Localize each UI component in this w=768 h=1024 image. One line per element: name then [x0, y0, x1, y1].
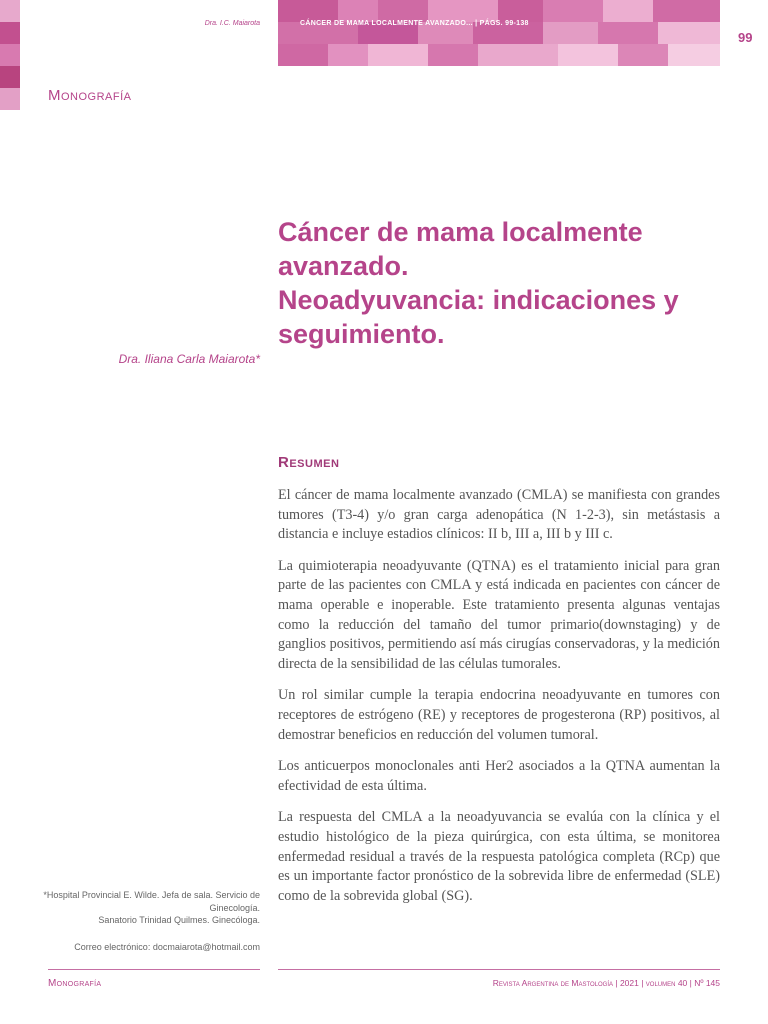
- abstract-paragraph: La quimioterapia neoadyuvante (QTNA) es el tratamiento inicial para gran parte de las pacientes con CMLA y está indicada en pacientes con cáncer de mama operable e inoperable. Este tratamiento presenta algunas ventajas como la reducción del tamaño del tumor primario(downstaging) y de ganglios positivos, permitiendo así más cirugías conservadoras, y la medición directa de la sensibilidad de las células tumorales.: [278, 557, 720, 672]
- title-line: Cáncer de mama localmente: [278, 217, 643, 247]
- running-title: CÁNCER DE MAMA LOCALMENTE AVANZADO... | PÁGS. 99-138: [300, 20, 529, 27]
- affiliation-line: *Hospital Provincial E. Wilde. Jefa de sala. Servicio de Ginecología.: [43, 890, 260, 913]
- title-line: Neoadyuvancia: indicaciones y: [278, 285, 679, 315]
- abstract-paragraph: Un rol similar cumple la terapia endocrina neoadyuvante en tumores con receptores de estrógeno (RE) y receptores de progesterona (RP) positivos, al demostrar beneficios en reducción del volumen tumoral.: [278, 687, 720, 743]
- contact-email: Correo electrónico: docmaiarota@hotmail.com: [74, 941, 260, 952]
- footer-divider-right: [278, 969, 720, 970]
- footer-journal-info: Revista Argentina de Mastología | 2021 | volumen 40 | Nº 145: [492, 978, 720, 988]
- left-decorative-strip: [0, 0, 20, 110]
- section-label: Monografía: [48, 87, 132, 104]
- author-affiliation: [20, 889, 260, 953]
- abstract-paragraph: El cáncer de mama localmente avanzado (CMLA) se manifiesta con grandes tumores (T3-4) y/o gran carga adenopática (N 1-2-3), sin metástasis a distancia e incluye estadios clínicos: II b, III a, III b y III c.: [278, 487, 720, 543]
- title-line: avanzado.: [278, 251, 409, 281]
- page-number: 99: [738, 30, 753, 45]
- header-author: Dra. I.C. Maiarota: [204, 20, 260, 27]
- abstract-paragraph: La respuesta del CMLA a la neoadyuvancia se evalúa con la clínica y el estudio histológico de la pieza quirúrgica, con esta última, se monitorea enfermedad residual a través de la respuesta patológica completa (RCp) que es un importante factor pronóstico de la sobrevida libre de enfermedad (SLE) como de la sobrevida global (SG).: [278, 809, 720, 904]
- affiliation-line: Sanatorio Trinidad Quilmes. Ginecóloga.: [98, 915, 260, 925]
- header-band: [278, 0, 720, 66]
- article-title: [278, 215, 718, 351]
- abstract-heading: Resumen: [278, 454, 340, 471]
- footer-divider-left: [48, 969, 260, 970]
- abstract-paragraph: Los anticuerpos monoclonales anti Her2 asociados a la QTNA aumentan la efectividad de esta última.: [278, 758, 720, 794]
- footer-section-label: Monografía: [48, 978, 102, 989]
- abstract-body: [278, 486, 720, 918]
- title-line: seguimiento.: [278, 319, 445, 349]
- author-name: Dra. Iliana Carla Maiarota*: [118, 352, 260, 366]
